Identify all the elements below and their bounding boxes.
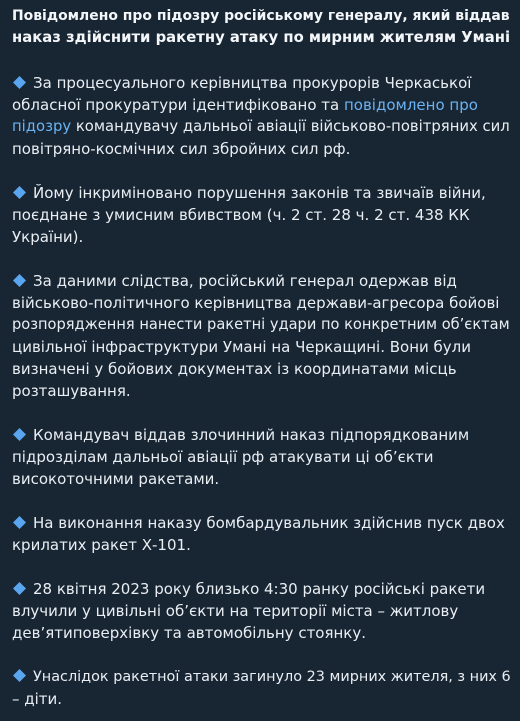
text-segment: Командувач віддав злочинний наказ підпорядкованим [33,426,470,444]
title-line: Повідомлено про підозру російському генералу, який віддав [12,8,510,24]
text-line: України). [12,228,84,246]
text-segment: За процесуального керівництва прокурорів Черкаської [33,74,472,92]
suspicion-notice-link[interactable]: підозру [12,118,72,135]
text-line: високоточними ракетами. [12,470,220,488]
text-line: – діти. [12,690,63,708]
paragraph-strike [12,578,510,644]
text-line [12,94,510,116]
text-line: розпорядження нанести ракетні удари по конкретним об’єктам [12,316,510,333]
text-segment: обласної прокуратури ідентифіковано та [12,96,344,114]
text-segment: За даними слідства, російський генерал одержав від [33,272,457,290]
text-line [12,578,510,600]
text-line [12,666,510,688]
small-blue-diamond-icon [12,581,27,596]
text-line: поєднане з умисним вбивством (ч. 2 ст. 28 ч. 2 ст. 438 КК [12,206,470,224]
text-line [12,270,510,292]
paragraph-investigation [12,270,510,402]
title-line: наказ здійснити ракетну атаку по мирним жителям Умані [12,29,511,46]
text-line: визначені у бойових документах із координатами місць [12,360,457,378]
text-segment: Унаслідок ракетної атаки загинуло 23 мирних жителя, з них 6 [33,669,511,685]
small-blue-diamond-icon [12,273,27,288]
text-line [12,116,510,138]
text-line: військово-політичного керівництва держави-агресора бойові [12,294,500,312]
small-blue-diamond-icon [12,427,27,442]
text-line: цивільної інфраструктури Умані на Черкащині. Вони були [12,338,472,356]
text-line: влучили у цивільні об’єкти на території міста – житлову [12,602,459,620]
text-line [12,182,510,204]
text-segment: 28 квітня 2023 року близько 4:30 ранку російські ракети [33,580,486,598]
text-segment: На виконання наказу бомбардувальник здійснив пуск двох [33,514,505,532]
text-line: дев’ятиповерхівку та автомобільну стоянку. [12,624,367,642]
text-line: повітряно-космічних сил збройних сил рф. [12,140,351,158]
small-blue-diamond-icon [12,75,27,90]
text-segment: Йому інкриміновано порушення законів та звичаїв війни, [33,184,486,202]
suspicion-notice-link[interactable]: повідомлено про [343,96,478,114]
text-line [12,512,510,534]
text-line: крилатих ракет Х-101. [12,536,191,554]
text-line: підрозділам дальньої авіації рф атакувати ці об’єкти [12,448,434,466]
paragraph-order [12,424,510,490]
small-blue-diamond-icon [12,185,27,200]
text-line [12,72,510,94]
paragraph-charges [12,182,510,248]
paragraph-prosecution [12,72,510,160]
text-line [12,424,510,446]
message-title [12,6,510,48]
small-blue-diamond-icon [12,668,27,683]
small-blue-diamond-icon [12,515,27,530]
text-segment: командувачу дальньої авіації військово-повітряних сил [71,118,510,135]
text-line: розташування. [12,382,131,400]
paragraph-launch [12,512,510,556]
paragraph-casualties [12,666,510,710]
